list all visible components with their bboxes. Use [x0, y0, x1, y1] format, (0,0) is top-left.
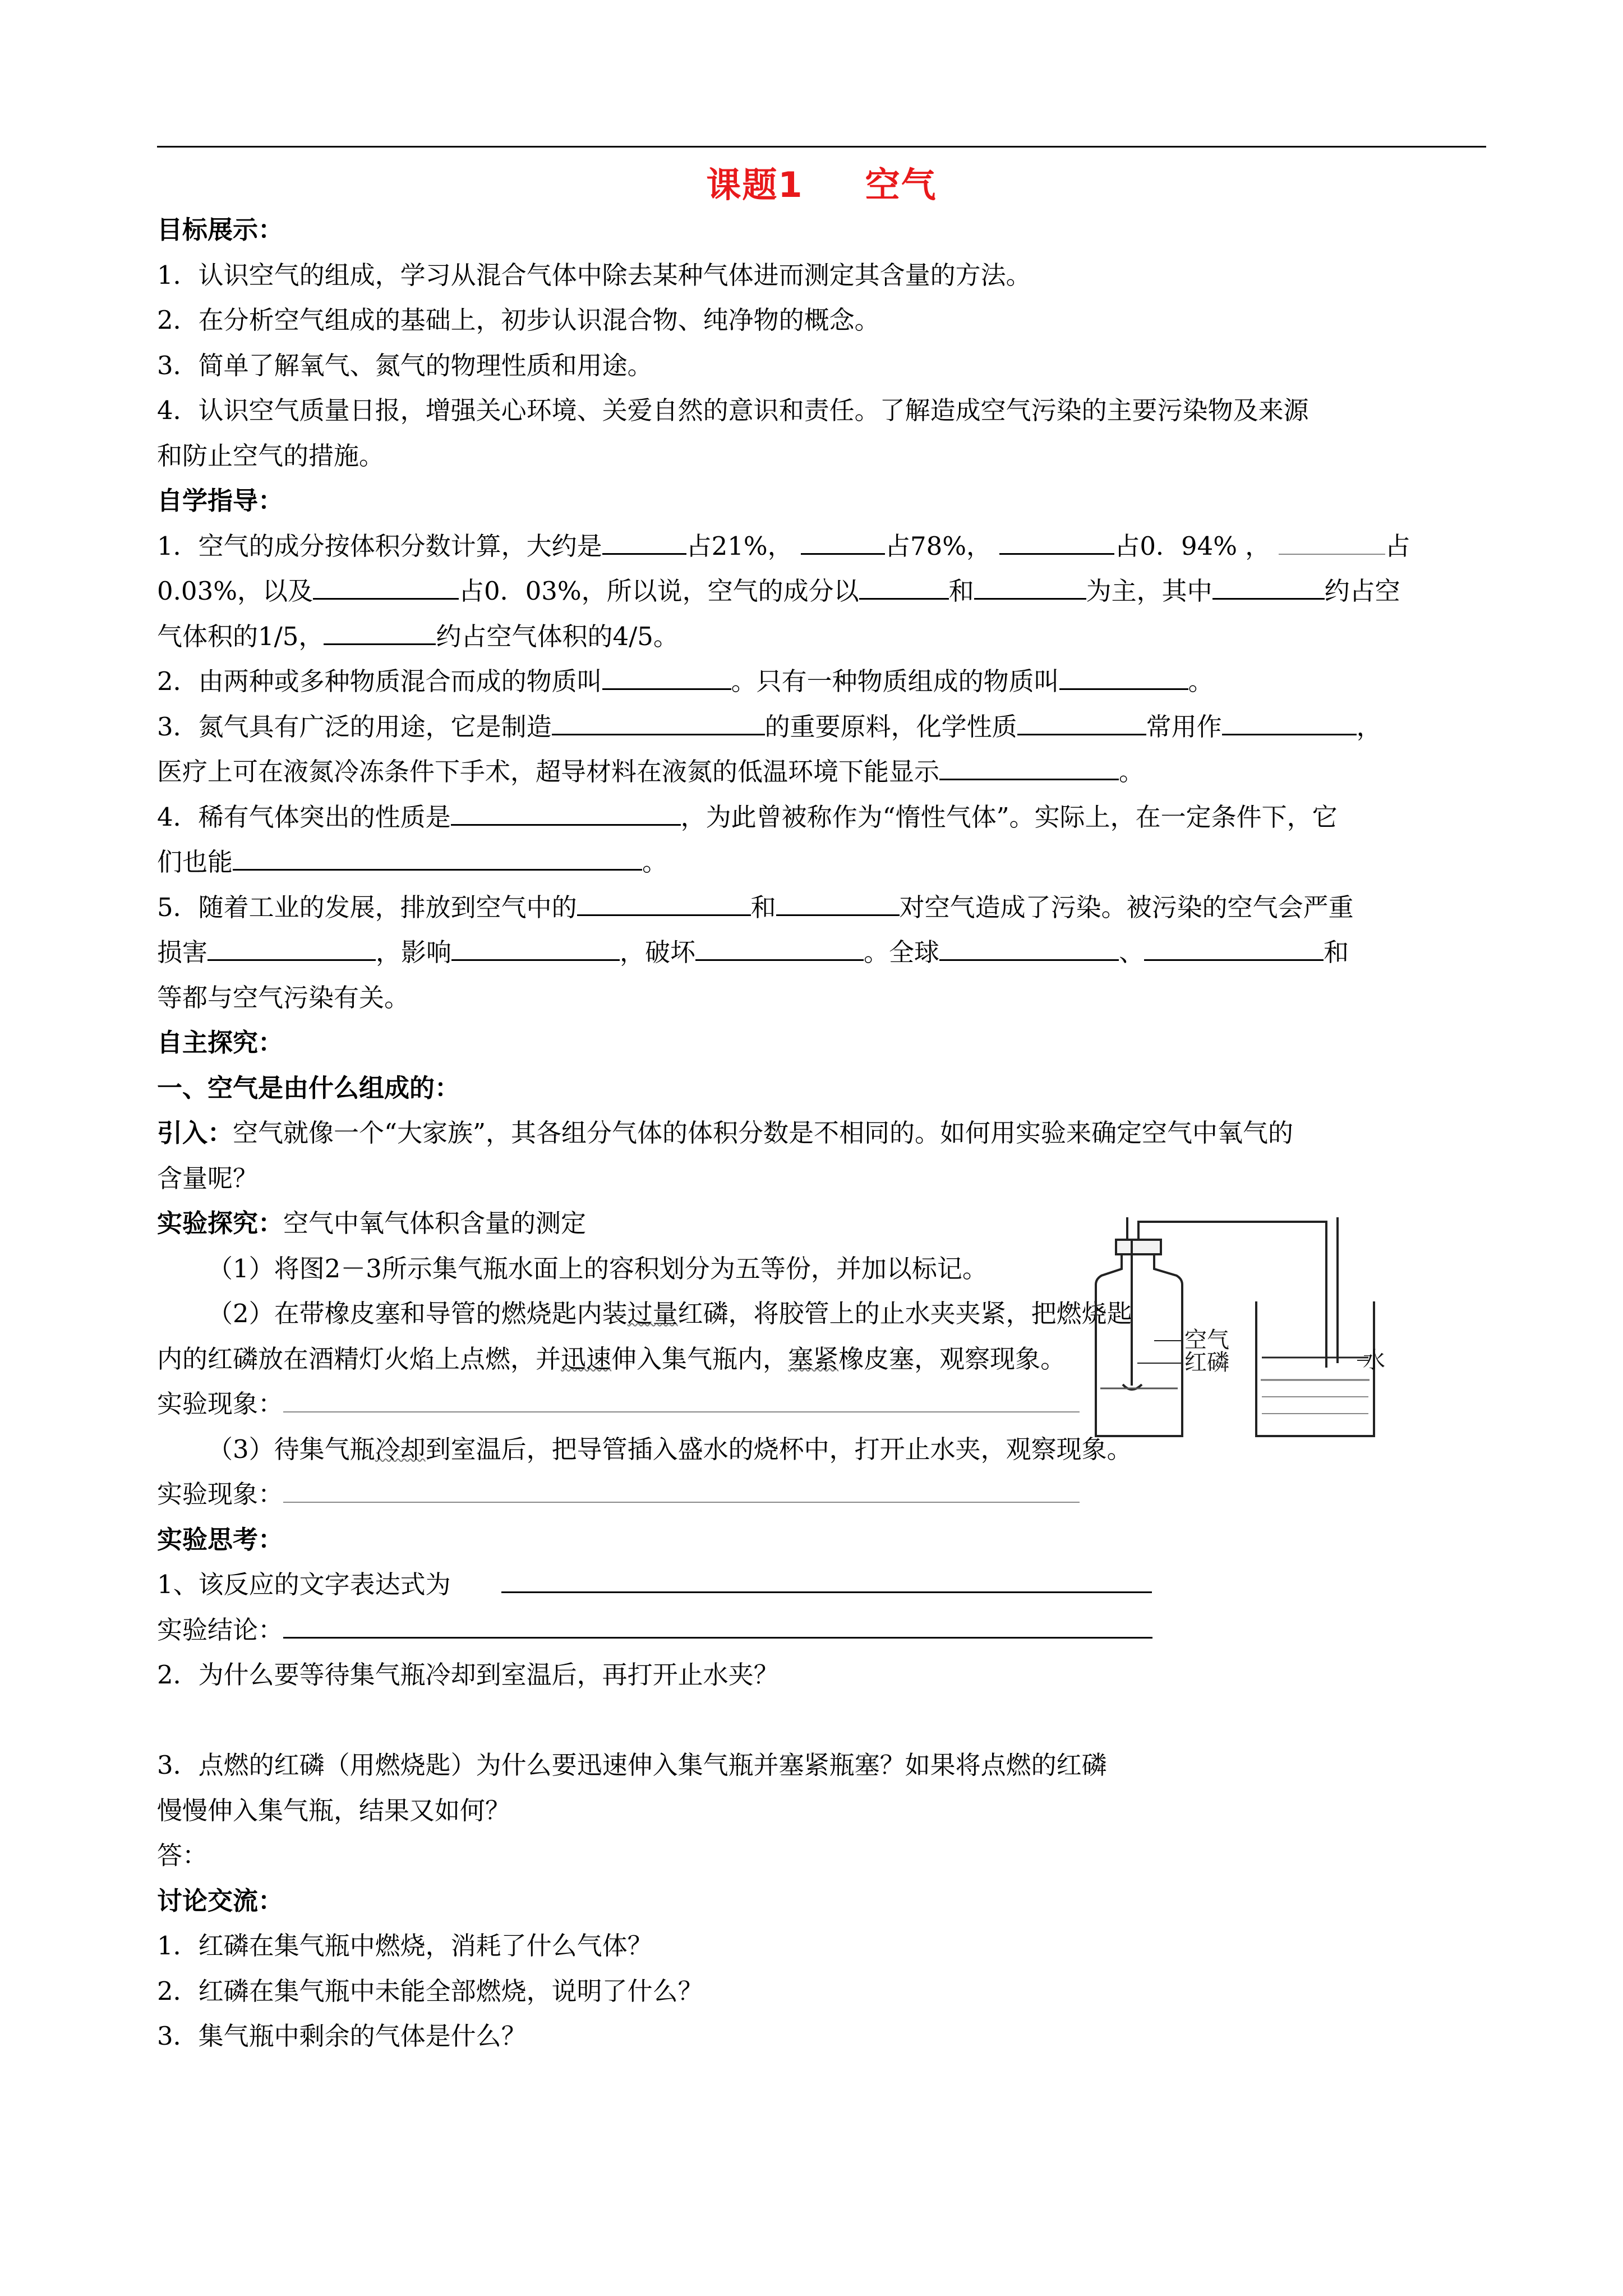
blank-field[interactable]: [233, 840, 642, 871]
goal-item: 2．在分析空气组成的基础上，初步认识混合物、纯净物的概念。: [157, 305, 880, 335]
discuss-item: 3．集气瓶中剩余的气体是什么？: [157, 2021, 527, 2051]
think-conclusion: 实验结论：: [157, 1608, 1486, 1653]
section-think: 实验思考：: [157, 1524, 284, 1554]
experiment-step-2: （2）在带橡皮塞和导管的燃烧匙内装过量红磷，将胶管上的止水夹夹紧，把燃烧匙: [208, 1299, 1132, 1328]
blank-field[interactable]: [451, 930, 620, 961]
blank-field[interactable]: [695, 930, 864, 961]
think-answer-label: 答：: [157, 1841, 208, 1870]
blank-field[interactable]: [859, 569, 949, 600]
title-sub: 空气: [865, 164, 937, 205]
think-question-3-cont: 慢慢伸入集气瓶，结果又如何？: [157, 1795, 511, 1825]
blank-field[interactable]: [602, 524, 686, 555]
discuss-item: 2．红磷在集气瓶中未能全部燃烧，说明了什么？: [157, 1976, 703, 2006]
blank-field[interactable]: [801, 524, 885, 555]
question-1-line-3: 气体积的1/5， 约占空气体积的4/5。: [157, 614, 1486, 660]
question-5-line-1: 5．随着工业的发展，排放到空气中的 和 对空气造成了污染。被污染的空气会严重: [157, 885, 1486, 931]
think-question-1: 1、该反应的文字表达式为: [157, 1562, 1486, 1608]
blank-field[interactable]: [939, 749, 1119, 780]
blank-field[interactable]: [1017, 705, 1146, 735]
phenomenon-2: 实验现象：: [157, 1472, 1486, 1517]
experiment-label: 实验探究：: [157, 1208, 284, 1238]
experiment-heading: 实验探究：空气中氧气体积含量的测定: [157, 1208, 587, 1238]
blank-field[interactable]: [602, 659, 731, 690]
goal-item: 和防止空气的措施。: [157, 440, 385, 471]
answer-field[interactable]: [283, 1473, 1080, 1503]
question-4-line-1: 4．稀有气体突出的性质是 ，为此曾被称作为“惰性气体”。实际上，在一定条件下，它: [157, 795, 1486, 840]
question-3-line-2: 医疗上可在液氮冷冻条件下手术，超导材料在液氮的低温环境下能显示 。: [157, 749, 1486, 795]
blank-field[interactable]: [1059, 659, 1188, 690]
blank-field[interactable]: [999, 524, 1114, 555]
blank-field[interactable]: [939, 930, 1119, 961]
section-goals: 目标展示：: [157, 215, 284, 245]
phenomenon-1: 实验现象：: [157, 1382, 1486, 1427]
answer-field[interactable]: [501, 1562, 1152, 1593]
blank-field[interactable]: [208, 930, 376, 961]
blank-field[interactable]: [974, 569, 1086, 600]
question-3-line-1: 3．氮气具有广泛的用途，它是制造 的重要原料，化学性质 常用作 ，: [157, 705, 1486, 750]
blank-field[interactable]: [1144, 930, 1324, 961]
page-title: [157, 157, 1486, 207]
goal-item: 3．简单了解氧气、氮气的物理性质和用途。: [157, 350, 653, 380]
blank-field[interactable]: [1212, 569, 1325, 600]
intro-line-2: 含量呢？: [157, 1163, 259, 1193]
think-question-2: 2．为什么要等待集气瓶冷却到室温后，再打开止水夹？: [157, 1660, 779, 1690]
blank-field[interactable]: [577, 885, 751, 916]
intro-line-1: 引入：空气就像一个“大家族”，其各组分气体的体积分数是不相同的。如何用实验来确定空气中氧气的: [157, 1118, 1294, 1148]
blank-field[interactable]: [324, 614, 436, 645]
section-self-study: 自学指导：: [157, 486, 284, 516]
label-water: 水: [1363, 1347, 1385, 1373]
section-part-1: 一、空气是由什么组成的：: [157, 1073, 460, 1103]
experiment-step-1: （1）将图2－3所示集气瓶水面上的容积划分为五等份，并加以标记。: [208, 1253, 988, 1283]
blank-field[interactable]: [1279, 524, 1385, 555]
question-2: 2．由两种或多种物质混合而成的物质叫 。只有一种物质组成的物质叫 。: [157, 659, 1486, 705]
section-explore: 自主探究：: [157, 1028, 284, 1057]
question-1-line-1: 1．空气的成分按体积分数计算，大约是 占21%， 占78%， 占0．94% ， 占: [157, 524, 1486, 569]
blank-field[interactable]: [451, 795, 681, 826]
goal-item: 1．认识空气的组成，学习从混合气体中除去某种气体进而测定其含量的方法。: [157, 260, 1031, 290]
question-4-line-2: 们也能 。: [157, 840, 1486, 885]
answer-field[interactable]: [283, 1608, 1152, 1639]
intro-label: 引入：: [157, 1118, 233, 1148]
question-5-line-2: 损害 ，影响 ，破坏 。全球 、 和: [157, 930, 1486, 976]
experiment-step-3: （3）待集气瓶冷却到室温后，把导管插入盛水的烧杯中，打开止水夹，观察现象。: [208, 1434, 1132, 1464]
think-question-3: 3．点燃的红磷（用燃烧匙）为什么要迅速伸入集气瓶并塞紧瓶塞？如果将点燃的红磷: [157, 1750, 1107, 1780]
label-phosphorus: 红磷: [1184, 1350, 1229, 1375]
goal-item: 4．认识空气质量日报，增强关心环境、关爱自然的意识和责任。了解造成空气污染的主要污染物及来源: [157, 395, 1309, 425]
question-1-line-2: 0.03%，以及 占0．03%，所以说，空气的成分以 和 为主，其中 约占空: [157, 569, 1486, 614]
worksheet-body: [157, 208, 1486, 2059]
apparatus-figure: [1088, 1217, 1391, 1442]
question-5-line-3: 等都与空气污染有关。: [157, 982, 410, 1013]
experiment-step-2-cont: 内的红磷放在酒精灯火焰上点燃，并迅速伸入集气瓶内，塞紧橡皮塞，观察现象。: [157, 1343, 1066, 1374]
label-air: 空气: [1184, 1327, 1229, 1353]
blank-field[interactable]: [552, 705, 765, 735]
answer-field[interactable]: [283, 1382, 1080, 1412]
blank-field[interactable]: [313, 569, 459, 600]
blank-field[interactable]: [776, 885, 900, 916]
title-main: 课题1: [706, 164, 804, 205]
blank-field[interactable]: [1222, 705, 1357, 735]
section-discuss: 讨论交流：: [157, 1885, 284, 1916]
discuss-item: 1．红磷在集气瓶中燃烧，消耗了什么气体？: [157, 1931, 653, 1961]
header-rule: [157, 146, 1486, 148]
